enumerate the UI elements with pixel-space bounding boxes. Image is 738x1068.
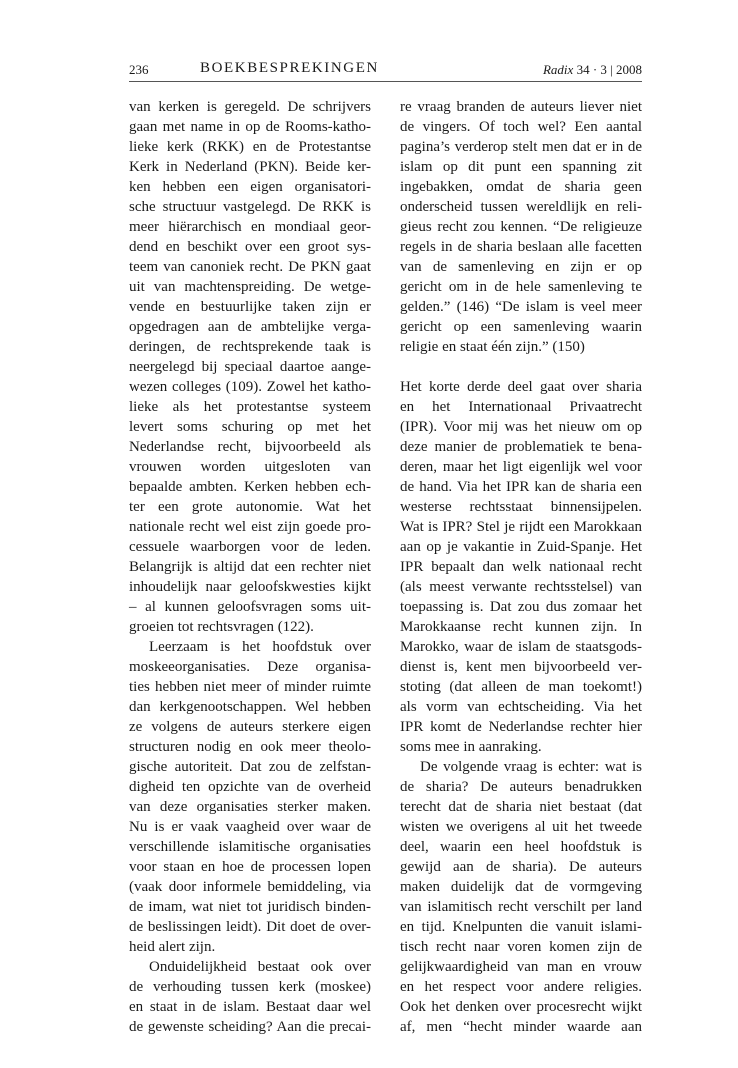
text-line: maken duidelijk dat de vormgeving	[400, 879, 642, 895]
text-line: gericht op een samenleving waarin	[400, 319, 642, 335]
text-line: inhoudelijk naar geloofskwesties kijkt	[129, 579, 371, 595]
text-line: digheid ten opzichte van de overheid	[129, 779, 371, 795]
text-line: re vraag branden de auteurs liever niet	[400, 99, 642, 115]
text-line: af, men “hecht minder waarde aan	[400, 1019, 642, 1035]
text-line: en het respect voor andere religies.	[400, 979, 642, 995]
text-line: als vorm van echtscheiding. Via het	[400, 699, 642, 715]
text-line: de hand. Via het IPR kan de sharia een	[400, 479, 642, 495]
text-line: deze manier de problematiek te bena-	[400, 439, 642, 455]
text-line: islam op dit punt een spanning zit	[400, 159, 642, 175]
text-line: Nederlandse recht, bijvoorbeeld als	[129, 439, 371, 455]
text-line: – al kunnen geloofsvragen soms uit-	[129, 599, 371, 615]
text-line: gewijd aan de sharia). De auteurs	[400, 859, 642, 875]
text-line: aan op je vakantie in Zuid-Spanje. Het	[400, 539, 642, 555]
text-line: soms mee in aanraking.	[400, 739, 542, 755]
journal-name: Radix	[542, 62, 574, 77]
text-line: Marokko, waar de islam de staatsgods-	[400, 639, 642, 655]
text-line: lieke als het protestantse systeem	[129, 399, 371, 415]
text-line: ingebakken, omdat de sharia geen	[400, 179, 642, 195]
text-line: IPR komt de Nederlandse rechter hier	[400, 719, 642, 735]
text-line: deringen, de rechtsprekende taak is	[129, 339, 371, 355]
text-line: nationale recht wel eist zijn goede pro-	[129, 519, 371, 535]
text-line: structuren nodig en ook meer theolo-	[129, 739, 371, 755]
paragraph	[400, 377, 642, 757]
text-line: de vingers. Of toch wel? Een aantal	[400, 119, 642, 135]
text-line: van kerken is geregeld. De schrijvers	[129, 99, 371, 115]
text-line: heid alert zijn.	[129, 939, 216, 955]
text-line: ter een grote autonomie. Wat het	[129, 499, 371, 515]
text-line: sche structuur vastgelegd. De RKK is	[129, 199, 371, 215]
text-line: gaan met name in op de Rooms-katho-	[129, 119, 371, 135]
text-line: dan kerkgenootschappen. Wel hebben	[129, 699, 371, 715]
text-line: dend en beschikt over een groot sys-	[129, 239, 371, 255]
paragraph	[400, 97, 642, 357]
text-line: onderscheid tussen wereldlijk en reli-	[400, 199, 642, 215]
header-rule	[129, 81, 642, 82]
text-line: gelden.” (146) “De islam is veel meer	[400, 299, 642, 315]
text-line: gericht om in de hele samenleving te	[400, 279, 642, 295]
text-line: uit van machtenspreiding. De wetge-	[129, 279, 371, 295]
text-line: lieke kerk (RKK) en de Protestantse	[129, 139, 371, 155]
text-line: stoting (dat alleen de man toekomt!)	[400, 679, 642, 695]
text-line: regels in de sharia beslaan alle facetten	[400, 239, 642, 255]
text-line: Marokkaanse recht kunnen zijn. In	[400, 619, 642, 635]
text-line: de imam, wat niet tot juridisch binden-	[129, 899, 371, 915]
text-line: (als meest verwante rechtsstelsel) van	[400, 579, 642, 595]
text-line: tisch recht naar voren komen zijn de	[400, 939, 642, 955]
paragraph	[400, 757, 642, 1037]
text-line: toepassing is. Dat zou dus zomaar het	[400, 599, 642, 615]
running-header	[129, 60, 642, 80]
text-line: Leerzaam is het hoofdstuk over	[149, 639, 371, 655]
text-line: neergelegd bij speciaal daartoe aange-	[129, 359, 371, 375]
text-line: religie en staat één zijn.” (150)	[400, 339, 585, 355]
text-line: Nu is er vaak vaagheid over waar de	[129, 819, 371, 835]
text-line: voor staan en hoe de processen lopen	[129, 859, 371, 875]
text-line: de gewenste scheiding? Aan die precai-	[129, 1019, 371, 1035]
text-line: van de samenleving en zijn er op	[400, 259, 642, 275]
text-line: moskeeorganisaties. Deze organisa-	[129, 659, 371, 675]
text-line: de beslissingen leidt). Dit doet de over-	[129, 919, 371, 935]
paragraph-gap	[400, 357, 642, 377]
text-line: de verhouding tussen kerk (moskee)	[129, 979, 371, 995]
text-line: De volgende vraag is echter: wat is	[420, 759, 642, 775]
text-line: vrouwen worden uitgesloten van	[129, 459, 371, 475]
journal-issue: 34 · 3 | 2008	[576, 62, 642, 77]
text-line: (vaak door informele bemiddeling, via	[129, 879, 371, 895]
paragraph	[129, 957, 371, 1037]
text-line: Ook het denken over procesrecht wijkt	[400, 999, 642, 1015]
text-line: IPR bepaalt dan welk nationaal recht	[400, 559, 642, 575]
text-line: pagina’s verderop stelt men dat er in de	[400, 139, 642, 155]
text-line: en staat in de islam. Bestaat daar wel	[129, 999, 371, 1015]
text-line: de sharia? De auteurs benadrukken	[400, 779, 642, 795]
text-line: deel, waarin een heel hoofdstuk is	[400, 839, 642, 855]
text-line: wisten we overigens al uit het tweede	[400, 819, 642, 835]
journal-reference	[543, 62, 642, 78]
text-line: vende en bestuurlijke taken zijn er	[129, 299, 371, 315]
text-line: ze volgens de auteurs sterkere eigen	[129, 719, 371, 735]
text-line: groeien tot rechtsvragen (122).	[129, 619, 314, 635]
text-line: terecht dat de sharia niet bestaat (dat	[400, 799, 642, 815]
text-line: en het Internationaal Privaatrecht	[400, 399, 642, 415]
text-line: Het korte derde deel gaat over sharia	[400, 379, 642, 395]
text-line: en tijd. Knelpunten die vanuit islami-	[400, 919, 642, 935]
text-line: deren, maar het ligt eigenlijk wel voor	[400, 459, 642, 475]
text-line: Kerk in Nederland (PKN). Beide ker-	[129, 159, 371, 175]
text-line: gelijkwaardigheid van man en vrouw	[400, 959, 642, 975]
text-line: meer hiërarchisch en mondiaal geor-	[129, 219, 371, 235]
text-line: bepaalde ambten. Kerken hebben ech-	[129, 479, 371, 495]
text-column-left	[129, 97, 371, 1037]
text-line: Wat is IPR? Stel je rijdt een Marokkaan	[400, 519, 642, 535]
paragraph	[129, 97, 371, 637]
text-line: (IPR). Voor mij was het nieuw om op	[400, 419, 642, 435]
text-line: van islamitisch recht verschilt per land	[400, 899, 642, 915]
page-number: 236	[129, 62, 149, 77]
text-line: ties hebben niet meer of minder ruimte	[129, 679, 371, 695]
text-line: wezen colleges (109). Zowel het katho-	[129, 379, 371, 395]
text-line: cessuele waarborgen voor de leden.	[129, 539, 371, 555]
text-line: teem van canoniek recht. De PKN gaat	[129, 259, 371, 275]
text-line: ken hebben een eigen organisatori-	[129, 179, 371, 195]
text-line: opgedragen aan de ambtelijke verga-	[129, 319, 371, 335]
text-line: levert soms schuring op met het	[129, 419, 371, 435]
paragraph	[129, 637, 371, 957]
text-column-right	[400, 97, 642, 1037]
text-line: verschillende islamitische organisaties	[129, 839, 371, 855]
text-line: gische autoriteit. Dat zou de zelfstan-	[129, 759, 371, 775]
text-line: dienst is, kent men bijvoorbeeld ver-	[400, 659, 642, 675]
text-line: van deze organisaties sterker maken.	[129, 799, 371, 815]
section-title: BOEKBESPREKINGEN	[200, 60, 379, 76]
text-line: westerse rechtsstaat binnensijpelen.	[400, 499, 642, 515]
text-line: Onduidelijkheid bestaat ook over	[149, 959, 371, 975]
text-line: gieus recht zou kennen. “De religieuze	[400, 219, 642, 235]
text-line: Belangrijk is altijd dat een rechter niet	[129, 559, 371, 575]
